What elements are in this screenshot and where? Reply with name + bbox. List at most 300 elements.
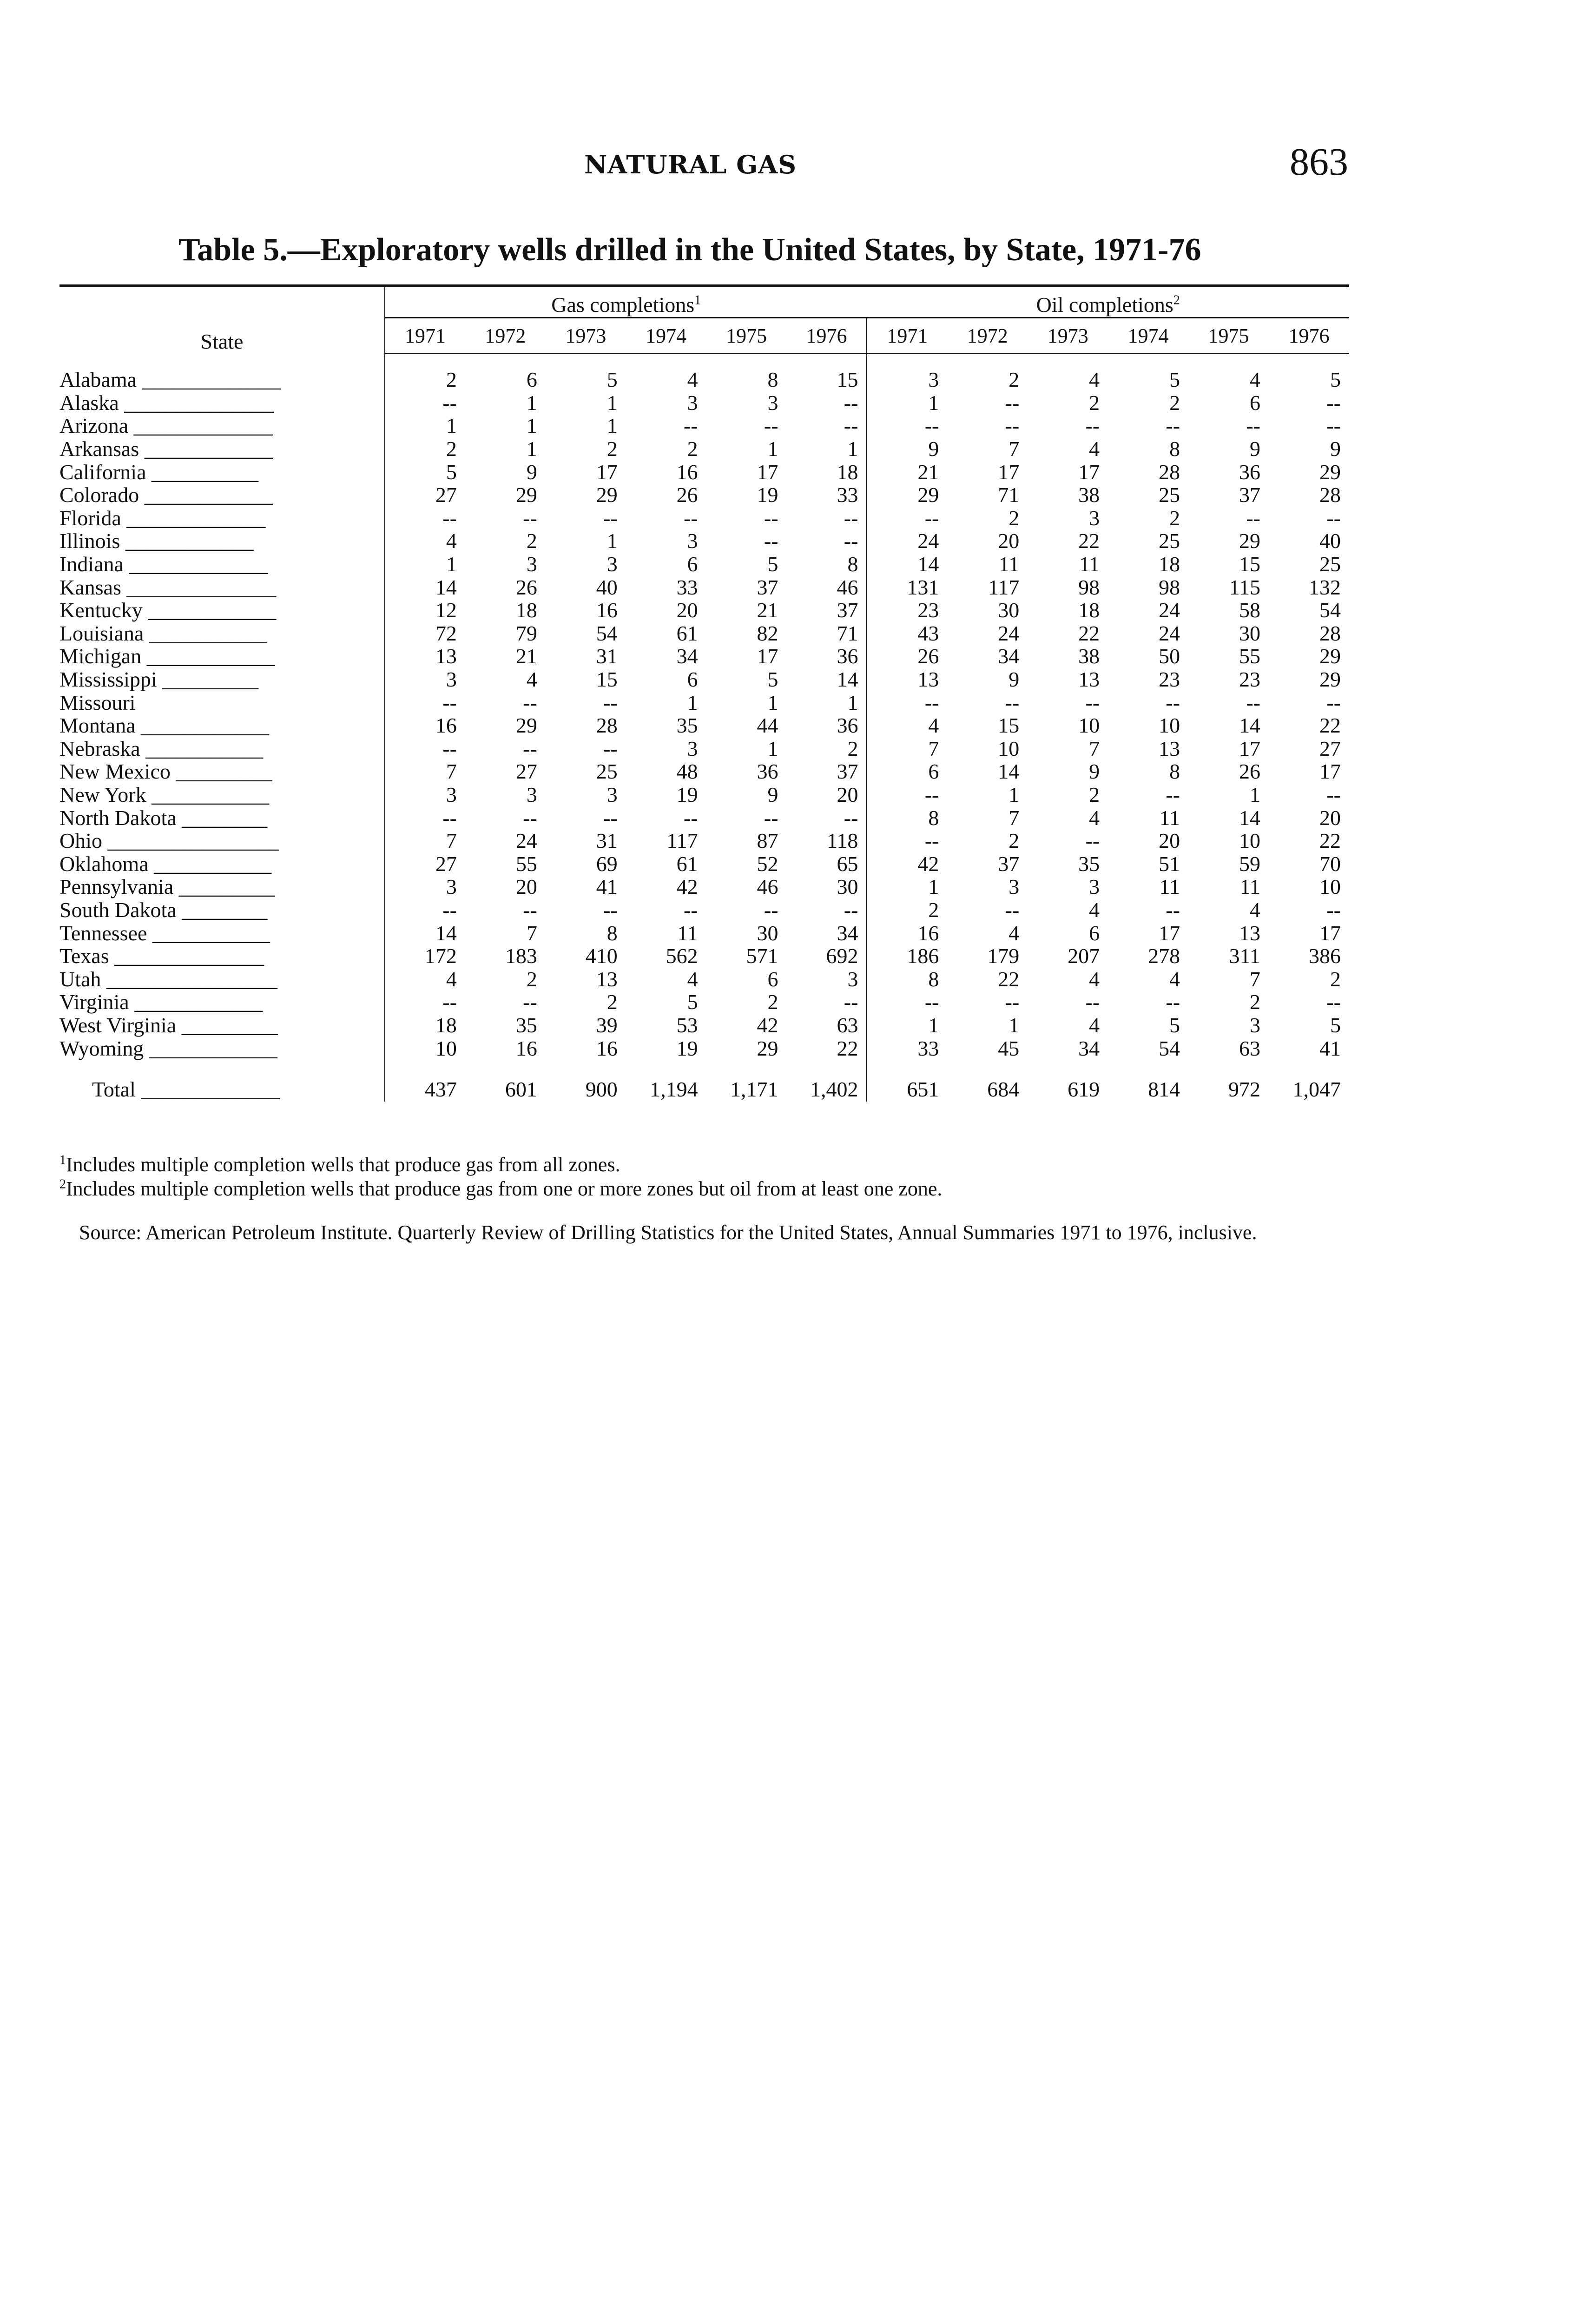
state-cell bbox=[59, 875, 385, 898]
oil-value-cell: 38 bbox=[1078, 644, 1100, 668]
oil-value-cell: 4 bbox=[928, 713, 939, 738]
oil-value-cell: 22 bbox=[1078, 621, 1100, 645]
oil-value-cell: 179 bbox=[987, 944, 1020, 968]
state-cell bbox=[59, 414, 385, 437]
gas-value-cell: 42 bbox=[676, 875, 698, 899]
oil-value-cell: -- bbox=[1085, 829, 1100, 853]
gas-value-cell: 3 bbox=[526, 552, 537, 576]
oil-value-cell: 4 bbox=[1249, 368, 1260, 392]
gas-value-cell: 44 bbox=[757, 713, 778, 738]
gas-value-cell: -- bbox=[442, 898, 457, 922]
oil-value-cell: 8 bbox=[928, 805, 939, 830]
table-row bbox=[59, 852, 1349, 875]
oil-value-cell: 278 bbox=[1148, 944, 1180, 968]
oil-value-cell: -- bbox=[924, 414, 939, 438]
oil-value-cell: -- bbox=[1005, 990, 1020, 1014]
state-cell bbox=[59, 391, 385, 415]
oil-value-cell: 1 bbox=[928, 1013, 939, 1037]
oil-completions-label: Oil completions bbox=[1036, 293, 1173, 317]
state-name: Nebraska bbox=[59, 736, 140, 760]
total-oil-cell: 972 bbox=[1228, 1077, 1260, 1101]
oil-value-cell: 2 bbox=[1089, 390, 1100, 415]
gas-value-cell: -- bbox=[603, 690, 618, 714]
gas-value-cell: 2 bbox=[767, 990, 778, 1014]
oil-value-cell: 40 bbox=[1319, 529, 1341, 553]
state-name: New York bbox=[59, 782, 146, 806]
oil-value-cell: 311 bbox=[1229, 944, 1260, 968]
gas-value-cell: 69 bbox=[596, 852, 618, 876]
gas-year-header: 1976 bbox=[787, 318, 867, 354]
gas-value-cell: 6 bbox=[526, 368, 537, 392]
gas-value-cell: 34 bbox=[787, 921, 867, 944]
gas-value-cell: 82 bbox=[757, 621, 778, 645]
gas-value-cell: 21 bbox=[757, 598, 778, 622]
leader-dots: _________ bbox=[176, 1013, 278, 1037]
gas-value-cell: 29 bbox=[515, 713, 537, 738]
gas-value-cell: 3 bbox=[446, 782, 457, 806]
leader-dots: _____________ bbox=[135, 1077, 280, 1101]
gas-value-cell: 72 bbox=[435, 621, 457, 645]
oil-value-cell: 26 bbox=[917, 644, 939, 668]
leader-dots: ____________ bbox=[135, 713, 270, 738]
gas-value-cell: 31 bbox=[596, 644, 618, 668]
oil-value-cell: 6 bbox=[1089, 921, 1100, 945]
oil-value-cell: 35 bbox=[1078, 852, 1100, 876]
table-row bbox=[59, 483, 1349, 507]
table-row bbox=[59, 691, 1349, 714]
oil-value-cell: 14 bbox=[917, 552, 939, 576]
leader-dots: ____________ bbox=[129, 990, 263, 1014]
table-notes bbox=[59, 1153, 1349, 1245]
leader-dots: ____________ bbox=[139, 483, 273, 507]
oil-value-cell: 7 bbox=[1249, 967, 1260, 991]
table-title: Table 5.—Exploratory wells drilled in the United States, by State, 1971-76 bbox=[178, 232, 1201, 268]
state-name: West Virginia bbox=[59, 1013, 177, 1037]
gas-value-cell: 46 bbox=[787, 575, 867, 599]
table-row bbox=[59, 437, 1349, 461]
oil-value-cell: 9 bbox=[928, 437, 939, 461]
table-row bbox=[59, 391, 1349, 415]
state-cell bbox=[59, 1037, 385, 1060]
state-name: California bbox=[59, 460, 146, 484]
state-name: Illinois bbox=[59, 529, 120, 553]
footnote-2 bbox=[59, 1177, 1349, 1201]
gas-value-cell: 11 bbox=[677, 921, 698, 945]
exploratory-wells-table bbox=[59, 284, 1349, 1102]
gas-value-cell: 172 bbox=[424, 944, 457, 968]
gas-value-cell: 3 bbox=[446, 667, 457, 692]
gas-value-cell: 692 bbox=[787, 944, 867, 968]
leader-dots: ______________ bbox=[119, 390, 274, 415]
oil-value-cell: 386 bbox=[1309, 944, 1341, 968]
total-gas-cell: 1,402 bbox=[787, 1060, 867, 1102]
oil-value-cell: 4 bbox=[1089, 967, 1100, 991]
footnote-1-marker: 1 bbox=[59, 1153, 66, 1168]
table-body bbox=[59, 354, 1349, 1060]
state-cell bbox=[59, 575, 385, 599]
gas-value-cell: 571 bbox=[746, 944, 778, 968]
gas-value-cell: -- bbox=[787, 529, 867, 553]
oil-value-cell: 3 bbox=[1249, 1013, 1260, 1037]
oil-value-cell: -- bbox=[1085, 990, 1100, 1014]
oil-value-cell: 37 bbox=[998, 852, 1020, 876]
oil-value-cell: 28 bbox=[1159, 460, 1180, 484]
oil-value-cell: 17 bbox=[1159, 921, 1180, 945]
gas-value-cell: 9 bbox=[767, 782, 778, 806]
state-name: Pennsylvania bbox=[59, 875, 174, 899]
gas-value-cell: -- bbox=[523, 736, 537, 760]
state-cell bbox=[59, 599, 385, 622]
oil-value-cell: 98 bbox=[1078, 575, 1100, 599]
oil-value-cell: 36 bbox=[1239, 460, 1260, 484]
gas-value-cell: -- bbox=[603, 805, 618, 830]
gas-value-cell: -- bbox=[787, 391, 867, 415]
oil-value-cell: 38 bbox=[1078, 483, 1100, 507]
state-name: Ohio bbox=[59, 829, 102, 853]
gas-value-cell: 117 bbox=[666, 829, 698, 853]
oil-value-cell: -- bbox=[1326, 782, 1341, 806]
oil-value-cell: 15 bbox=[1239, 552, 1260, 576]
gas-value-cell: 34 bbox=[676, 644, 698, 668]
gas-value-cell: 562 bbox=[666, 944, 698, 968]
table-row bbox=[59, 645, 1349, 668]
gas-value-cell: 14 bbox=[435, 921, 457, 945]
leader-dots: ____________ bbox=[120, 529, 254, 553]
state-name: Arizona bbox=[59, 414, 129, 438]
oil-value-cell: 17 bbox=[1319, 759, 1341, 784]
oil-value-cell: 3 bbox=[1089, 506, 1100, 530]
state-name: Wyoming bbox=[59, 1036, 144, 1060]
oil-value-cell: 3 bbox=[1089, 875, 1100, 899]
state-name: North Dakota bbox=[59, 805, 177, 830]
oil-value-cell: 70 bbox=[1319, 852, 1341, 876]
state-cell bbox=[59, 714, 385, 737]
state-cell bbox=[59, 944, 385, 968]
oil-value-cell: 2 bbox=[1009, 368, 1020, 392]
oil-value-cell: 11 bbox=[1079, 552, 1100, 576]
gas-value-cell: 19 bbox=[676, 1036, 698, 1060]
gas-year-header: 1973 bbox=[546, 318, 626, 354]
state-cell bbox=[59, 921, 385, 944]
leader-dots: _____________ bbox=[128, 414, 273, 438]
oil-value-cell: 2 bbox=[1169, 506, 1180, 530]
gas-year-header: 1971 bbox=[385, 318, 465, 354]
oil-value-cell: 54 bbox=[1319, 598, 1341, 622]
oil-value-cell: 14 bbox=[998, 759, 1020, 784]
gas-value-cell: 1 bbox=[446, 414, 457, 438]
gas-year-header: 1972 bbox=[465, 318, 546, 354]
oil-value-cell: 29 bbox=[1319, 460, 1341, 484]
gas-value-cell: 46 bbox=[757, 875, 778, 899]
gas-value-cell: 2 bbox=[446, 437, 457, 461]
leader-dots: _____________ bbox=[123, 552, 268, 576]
oil-value-cell: 45 bbox=[998, 1036, 1020, 1060]
state-name: Oklahoma bbox=[59, 852, 149, 876]
footnote-1-text: Includes multiple completion wells that produce gas from all zones. bbox=[66, 1153, 620, 1176]
table-row bbox=[59, 414, 1349, 437]
gas-value-cell: 19 bbox=[757, 483, 778, 507]
oil-value-cell: 5 bbox=[1169, 1013, 1180, 1037]
gas-value-cell: 40 bbox=[596, 575, 618, 599]
oil-value-cell: 59 bbox=[1239, 852, 1260, 876]
oil-value-cell: 16 bbox=[917, 921, 939, 945]
table-row bbox=[59, 875, 1349, 898]
oil-value-cell: 3 bbox=[1009, 875, 1020, 899]
gas-value-cell: -- bbox=[442, 690, 457, 714]
gas-value-cell: 5 bbox=[687, 990, 698, 1014]
oil-value-cell: 1 bbox=[928, 875, 939, 899]
total-oil-cell: 651 bbox=[907, 1077, 939, 1101]
oil-value-cell: 9 bbox=[1089, 759, 1100, 784]
gas-value-cell: 1 bbox=[526, 437, 537, 461]
oil-value-cell: 18 bbox=[1078, 598, 1100, 622]
gas-value-cell: 16 bbox=[596, 1036, 618, 1060]
oil-value-cell: 54 bbox=[1159, 1036, 1180, 1060]
table-row bbox=[59, 967, 1349, 990]
state-cell bbox=[59, 852, 385, 875]
gas-value-cell: 8 bbox=[767, 368, 778, 392]
state-cell bbox=[59, 898, 385, 922]
gas-value-cell: 4 bbox=[446, 967, 457, 991]
gas-value-cell: 16 bbox=[515, 1036, 537, 1060]
running-head: NATURAL GAS bbox=[584, 150, 797, 179]
state-name: Montana bbox=[59, 713, 136, 738]
gas-value-cell: 21 bbox=[515, 644, 537, 668]
leader-dots: ____________ bbox=[144, 1036, 277, 1060]
state-name: Virginia bbox=[59, 990, 129, 1014]
gas-value-cell: 36 bbox=[757, 759, 778, 784]
gas-value-cell: 33 bbox=[787, 483, 867, 507]
oil-value-cell: -- bbox=[924, 829, 939, 853]
state-cell bbox=[59, 354, 385, 391]
total-gas-cell: 437 bbox=[424, 1077, 457, 1101]
oil-value-cell: 28 bbox=[1319, 483, 1341, 507]
oil-value-cell: -- bbox=[1246, 414, 1260, 438]
oil-value-cell: 6 bbox=[1249, 390, 1260, 415]
gas-value-cell: 16 bbox=[676, 460, 698, 484]
oil-value-cell: 7 bbox=[1089, 736, 1100, 760]
gas-value-cell: 5 bbox=[767, 552, 778, 576]
oil-year-header: 1973 bbox=[1028, 318, 1108, 354]
oil-value-cell: 30 bbox=[998, 598, 1020, 622]
state-cell bbox=[59, 460, 385, 483]
gas-value-cell: 8 bbox=[787, 553, 867, 576]
oil-value-cell: 14 bbox=[1239, 713, 1260, 738]
gas-value-cell: -- bbox=[764, 506, 778, 530]
oil-value-cell: 207 bbox=[1068, 944, 1100, 968]
oil-value-cell: 14 bbox=[1239, 805, 1260, 830]
gas-value-cell: 79 bbox=[515, 621, 537, 645]
gas-value-cell: 54 bbox=[596, 621, 618, 645]
oil-value-cell: 9 bbox=[1249, 437, 1260, 461]
gas-value-cell: 5 bbox=[767, 667, 778, 692]
gas-value-cell: 36 bbox=[787, 645, 867, 668]
gas-value-cell: 1 bbox=[767, 437, 778, 461]
total-oil-cell: 619 bbox=[1068, 1077, 1100, 1101]
gas-value-cell: 4 bbox=[687, 967, 698, 991]
table-row bbox=[59, 668, 1349, 691]
gas-value-cell: 4 bbox=[526, 667, 537, 692]
gas-value-cell: 1 bbox=[446, 552, 457, 576]
gas-value-cell: 27 bbox=[515, 759, 537, 784]
state-cell bbox=[59, 553, 385, 576]
oil-value-cell: 1 bbox=[1009, 1013, 1020, 1037]
state-cell bbox=[59, 783, 385, 806]
leader-dots: _____________ bbox=[137, 367, 281, 391]
oil-value-cell: 25 bbox=[1159, 483, 1180, 507]
oil-value-cell: 6 bbox=[928, 759, 939, 784]
state-name: Alaska bbox=[59, 390, 119, 415]
oil-value-cell: 5 bbox=[1330, 1013, 1341, 1037]
gas-value-cell: -- bbox=[764, 898, 778, 922]
gas-value-cell: 61 bbox=[676, 621, 698, 645]
gas-value-cell: 5 bbox=[446, 460, 457, 484]
state-cell bbox=[59, 760, 385, 783]
oil-completions-header bbox=[867, 286, 1349, 318]
state-cell bbox=[59, 483, 385, 507]
footnote-ref-1: 1 bbox=[694, 293, 701, 308]
oil-value-cell: -- bbox=[1085, 690, 1100, 714]
footnote-2-text: Includes multiple completion wells that produce gas from one or more zones but oil from at least one zone. bbox=[66, 1177, 943, 1200]
gas-value-cell: 27 bbox=[435, 483, 457, 507]
oil-value-cell: 9 bbox=[1009, 667, 1020, 692]
gas-value-cell: 2 bbox=[687, 437, 698, 461]
oil-value-cell: 11 bbox=[998, 552, 1020, 576]
gas-value-cell: 29 bbox=[596, 483, 618, 507]
gas-value-cell: 26 bbox=[515, 575, 537, 599]
oil-value-cell: -- bbox=[1005, 898, 1020, 922]
oil-value-cell: 10 bbox=[1239, 829, 1260, 853]
oil-value-cell: -- bbox=[1005, 390, 1020, 415]
total-row bbox=[59, 1060, 1349, 1102]
gas-value-cell: 37 bbox=[787, 760, 867, 783]
gas-year-header: 1975 bbox=[706, 318, 787, 354]
state-name: Kansas bbox=[59, 575, 121, 599]
oil-value-cell: 29 bbox=[1319, 667, 1341, 692]
oil-value-cell: 2 bbox=[1089, 782, 1100, 806]
oil-value-cell: 30 bbox=[1239, 621, 1260, 645]
table-row bbox=[59, 806, 1349, 829]
oil-value-cell: 23 bbox=[1159, 667, 1180, 692]
total-gas-cell: 601 bbox=[505, 1077, 537, 1101]
table-row bbox=[59, 1014, 1349, 1037]
gas-value-cell: 7 bbox=[526, 921, 537, 945]
gas-value-cell: 71 bbox=[787, 622, 867, 645]
gas-value-cell: -- bbox=[442, 805, 457, 830]
oil-value-cell: 4 bbox=[1089, 898, 1100, 922]
oil-value-cell: -- bbox=[1326, 690, 1341, 714]
gas-value-cell: 17 bbox=[757, 460, 778, 484]
gas-value-cell: -- bbox=[523, 805, 537, 830]
page-number: 863 bbox=[1290, 140, 1348, 184]
leader-dots: _________ bbox=[170, 759, 272, 784]
gas-value-cell: -- bbox=[523, 898, 537, 922]
gas-value-cell: 35 bbox=[515, 1013, 537, 1037]
table-row bbox=[59, 944, 1349, 968]
gas-value-cell: 18 bbox=[515, 598, 537, 622]
leader-dots: ________________ bbox=[101, 967, 277, 991]
gas-value-cell: -- bbox=[442, 990, 457, 1014]
gas-value-cell: 65 bbox=[787, 852, 867, 875]
oil-value-cell: -- bbox=[924, 782, 939, 806]
gas-value-cell: 13 bbox=[435, 644, 457, 668]
oil-value-cell: 71 bbox=[998, 483, 1020, 507]
gas-value-cell: 48 bbox=[676, 759, 698, 784]
oil-value-cell: 51 bbox=[1159, 852, 1180, 876]
gas-value-cell: 20 bbox=[676, 598, 698, 622]
oil-value-cell: 50 bbox=[1159, 644, 1180, 668]
oil-value-cell: -- bbox=[1166, 898, 1180, 922]
oil-value-cell: -- bbox=[1085, 414, 1100, 438]
oil-value-cell: 20 bbox=[1159, 829, 1180, 853]
table-row bbox=[59, 529, 1349, 553]
gas-value-cell: 12 bbox=[435, 598, 457, 622]
gas-value-cell: 14 bbox=[435, 575, 457, 599]
oil-value-cell: 25 bbox=[1319, 552, 1341, 576]
oil-value-cell: 22 bbox=[1319, 829, 1341, 853]
source-note: Source: American Petroleum Institute. Quarterly Review of Drilling Statistics for the United States, Annual Summaries 1971 to 1976, inclusive. bbox=[79, 1221, 1257, 1244]
gas-value-cell: 9 bbox=[526, 460, 537, 484]
gas-value-cell: 2 bbox=[606, 990, 618, 1014]
gas-value-cell: -- bbox=[764, 529, 778, 553]
table-row bbox=[59, 898, 1349, 922]
oil-value-cell: 55 bbox=[1239, 644, 1260, 668]
state-cell bbox=[59, 1014, 385, 1037]
gas-value-cell: 55 bbox=[515, 852, 537, 876]
gas-value-cell: 3 bbox=[687, 390, 698, 415]
oil-value-cell: -- bbox=[1246, 690, 1260, 714]
oil-value-cell: 18 bbox=[1159, 552, 1180, 576]
gas-value-cell: -- bbox=[787, 990, 867, 1014]
gas-value-cell: 3 bbox=[526, 782, 537, 806]
gas-value-cell: 15 bbox=[787, 354, 867, 391]
state-cell bbox=[59, 691, 385, 714]
gas-value-cell: 7 bbox=[446, 829, 457, 853]
state-cell bbox=[59, 668, 385, 691]
total-gas-cell: 900 bbox=[585, 1077, 618, 1101]
state-name: Mississippi bbox=[59, 667, 157, 692]
table-row bbox=[59, 575, 1349, 599]
table-row bbox=[59, 1037, 1349, 1060]
oil-value-cell: -- bbox=[1166, 690, 1180, 714]
oil-value-cell: -- bbox=[924, 506, 939, 530]
oil-value-cell: 11 bbox=[1159, 805, 1180, 830]
state-name: Missouri bbox=[59, 690, 136, 714]
gas-value-cell: 1 bbox=[767, 736, 778, 760]
leader-dots: ________ bbox=[176, 805, 268, 830]
gas-value-cell: 2 bbox=[446, 368, 457, 392]
leader-dots: __________ bbox=[146, 460, 258, 484]
oil-value-cell: 27 bbox=[1319, 736, 1341, 760]
gas-value-cell: -- bbox=[603, 898, 618, 922]
table-row bbox=[59, 599, 1349, 622]
oil-value-cell: 26 bbox=[1239, 759, 1260, 784]
oil-value-cell: 2 bbox=[928, 898, 939, 922]
oil-value-cell: -- bbox=[924, 690, 939, 714]
oil-value-cell: 2 bbox=[1169, 390, 1180, 415]
gas-value-cell: 15 bbox=[596, 667, 618, 692]
oil-value-cell: -- bbox=[924, 990, 939, 1014]
gas-value-cell: 1 bbox=[606, 529, 618, 553]
state-cell bbox=[59, 529, 385, 553]
oil-value-cell: 2 bbox=[1009, 506, 1020, 530]
table-row bbox=[59, 783, 1349, 806]
gas-value-cell: -- bbox=[523, 506, 537, 530]
footnote-2-marker: 2 bbox=[59, 1177, 66, 1192]
gas-value-cell: 3 bbox=[687, 529, 698, 553]
state-name: Michigan bbox=[59, 644, 142, 668]
gas-value-cell: -- bbox=[603, 506, 618, 530]
